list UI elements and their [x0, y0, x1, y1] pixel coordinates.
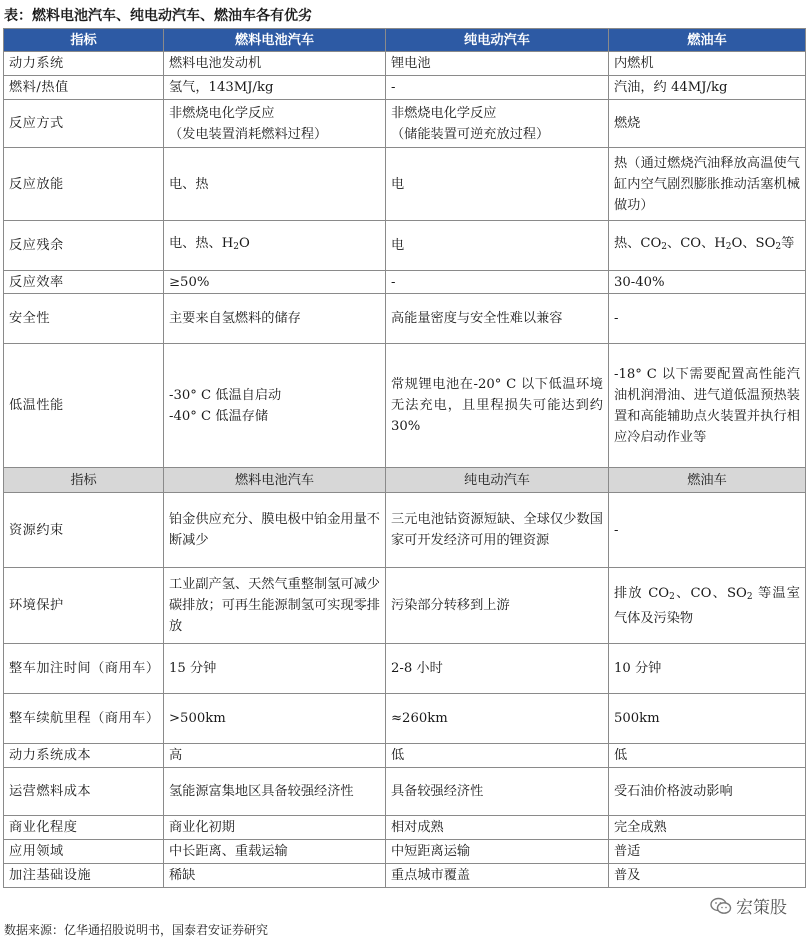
cell-fuel	[609, 221, 806, 271]
cell-fuel: 热（通过燃烧汽油释放高温使气缸内空气剧烈膨胀推动活塞机械做功）	[609, 148, 806, 221]
text-part: 热、CO	[614, 236, 662, 251]
cell-fuel-cell	[164, 344, 386, 468]
table-row	[4, 52, 806, 76]
cell-electric: 重点城市覆盖	[386, 864, 609, 888]
table-row	[4, 221, 806, 271]
cell-line: -30° C 低温自启动	[169, 387, 282, 403]
table-row	[4, 864, 806, 888]
cell-electric: -	[386, 271, 609, 294]
text-part: O、SO	[731, 236, 776, 251]
row-label: 燃料/热值	[4, 76, 164, 100]
cell-electric: 锂电池	[386, 52, 609, 76]
row-label: 运营燃料成本	[4, 768, 164, 816]
cell-electric: 高能量密度与安全性难以兼容	[386, 294, 609, 344]
comparison-table	[3, 28, 806, 888]
subscript: 2	[669, 591, 675, 602]
table-row	[4, 493, 806, 568]
row-label: 反应方式	[4, 100, 164, 148]
subscript: 2	[661, 242, 668, 252]
text-part: O	[239, 236, 250, 251]
cell-fuel: -	[609, 493, 806, 568]
cell-fuel-cell: 铂金供应充分、膜电极中铂金用量不断减少	[164, 493, 386, 568]
cell-fuel	[609, 568, 806, 644]
cell-electric: 相对成熟	[386, 816, 609, 840]
text-part: 等温室气体及污染物	[614, 585, 800, 626]
cell-fuel-cell	[164, 221, 386, 271]
table-row	[4, 644, 806, 694]
cell-fuel: 普适	[609, 840, 806, 864]
watermark	[710, 893, 787, 918]
cell-fuel: 普及	[609, 864, 806, 888]
header-fuel-cell: 燃料电池汽车	[164, 29, 386, 52]
cell-fuel-cell: 商业化初期	[164, 816, 386, 840]
cell-fuel: 受石油价格波动影响	[609, 768, 806, 816]
cell-fuel-cell	[164, 100, 386, 148]
row-label: 应用领域	[4, 840, 164, 864]
text-part: 、CO、H	[667, 236, 726, 251]
table-row	[4, 344, 806, 468]
cell-fuel-cell: ≥50%	[164, 271, 386, 294]
table-row	[4, 840, 806, 864]
cell-fuel: -	[609, 294, 806, 344]
cell-fuel: 500km	[609, 694, 806, 744]
subscript: 2	[233, 242, 239, 252]
cell-fuel-cell: 高	[164, 744, 386, 768]
cell-fuel-cell: 主要来自氢燃料的储存	[164, 294, 386, 344]
row-label: 资源约束	[4, 493, 164, 568]
cell-line: 非燃烧电化学反应	[169, 105, 275, 121]
cell-fuel-cell: 工业副产氢、天然气重整制氢可减少碳排放；可再生能源制氢可实现零排放	[164, 568, 386, 644]
source-note: 数据来源：亿华通招股说明书，国泰君安证券研究	[4, 923, 269, 937]
cell-line: 非燃烧电化学反应	[391, 105, 497, 121]
cell-fuel-cell: 电、热	[164, 148, 386, 221]
cell-electric: 低	[386, 744, 609, 768]
header-fuel-cell: 燃料电池汽车	[164, 468, 386, 493]
table-row	[4, 568, 806, 644]
cell-electric: ≈260km	[386, 694, 609, 744]
table-row	[4, 744, 806, 768]
cell-fuel: 10 分钟	[609, 644, 806, 694]
cell-fuel-cell: 稀缺	[164, 864, 386, 888]
row-label: 加注基础设施	[4, 864, 164, 888]
cell-electric: 三元电池钴资源短缺、全球仅少数国家可开发经济可用的锂资源	[386, 493, 609, 568]
subscript: 2	[775, 242, 782, 252]
text-part: 等	[781, 236, 795, 251]
cell-fuel-cell: 氢气，143MJ/kg	[164, 76, 386, 100]
row-label: 低温性能	[4, 344, 164, 468]
cell-fuel: 内燃机	[609, 52, 806, 76]
text-part: 电、热、H	[169, 236, 234, 251]
cell-electric	[386, 100, 609, 148]
cell-electric: 电	[386, 221, 609, 271]
table-title: 表：燃料电池汽车、纯电动汽车、燃油车各有优劣	[4, 8, 312, 24]
header-electric: 纯电动汽车	[386, 29, 609, 52]
row-label: 安全性	[4, 294, 164, 344]
cell-electric: 常规锂电池在-20° C 以下低温环境无法充电，且里程损失可能达到约 30%	[386, 344, 609, 468]
cell-electric: 2-8 小时	[386, 644, 609, 694]
table-row	[4, 294, 806, 344]
cell-fuel-cell: 燃料电池发动机	[164, 52, 386, 76]
cell-line: （储能装置可逆充放过程）	[391, 126, 550, 142]
row-label: 反应放能	[4, 148, 164, 221]
subheader-row	[4, 468, 806, 493]
header-electric: 纯电动汽车	[386, 468, 609, 493]
table-row	[4, 694, 806, 744]
header-row	[4, 29, 806, 52]
row-label: 反应残余	[4, 221, 164, 271]
row-label: 整车加注时间（商用车）	[4, 644, 164, 694]
cell-fuel-cell: 氢能源富集地区具备较强经济性	[164, 768, 386, 816]
table-row	[4, 768, 806, 816]
cell-electric: 污染部分转移到上游	[386, 568, 609, 644]
cell-line: -40° C 低温存储	[169, 408, 269, 424]
table-row	[4, 148, 806, 221]
cell-fuel: 燃烧	[609, 100, 806, 148]
cell-fuel: 30-40%	[609, 271, 806, 294]
cell-fuel-cell: 中长距离、重载运输	[164, 840, 386, 864]
header-fuel: 燃油车	[609, 29, 806, 52]
text-part: 、CO、SO	[674, 585, 747, 601]
row-label: 反应效率	[4, 271, 164, 294]
row-label: 整车续航里程（商用车）	[4, 694, 164, 744]
cell-fuel-cell: 15 分钟	[164, 644, 386, 694]
header-fuel: 燃油车	[609, 468, 806, 493]
table-row	[4, 100, 806, 148]
table-row	[4, 76, 806, 100]
cell-fuel: -18° C 以下需要配置高性能汽油机润滑油、进气道低温预热装置和高能辅助点火装置并执行相应冷启动作业等	[609, 344, 806, 468]
header-indicator: 指标	[4, 29, 164, 52]
cell-fuel-cell: >500km	[164, 694, 386, 744]
table-row	[4, 816, 806, 840]
table-row	[4, 271, 806, 294]
cell-electric: 具备较强经济性	[386, 768, 609, 816]
row-label: 商业化程度	[4, 816, 164, 840]
header-indicator: 指标	[4, 468, 164, 493]
text-part: 排放 CO	[614, 585, 670, 601]
watermark-text: 宏策股	[736, 898, 787, 918]
cell-line: （发电装置消耗燃料过程）	[169, 126, 328, 142]
row-label: 环境保护	[4, 568, 164, 644]
cell-fuel: 完全成熟	[609, 816, 806, 840]
cell-electric: -	[386, 76, 609, 100]
subscript: 2	[746, 591, 753, 602]
cell-fuel: 低	[609, 744, 806, 768]
subscript: 2	[725, 242, 732, 252]
row-label: 动力系统成本	[4, 744, 164, 768]
wechat-icon	[710, 897, 732, 915]
cell-fuel: 汽油，约 44MJ/kg	[609, 76, 806, 100]
cell-electric: 电	[386, 148, 609, 221]
row-label: 动力系统	[4, 52, 164, 76]
cell-electric: 中短距离运输	[386, 840, 609, 864]
